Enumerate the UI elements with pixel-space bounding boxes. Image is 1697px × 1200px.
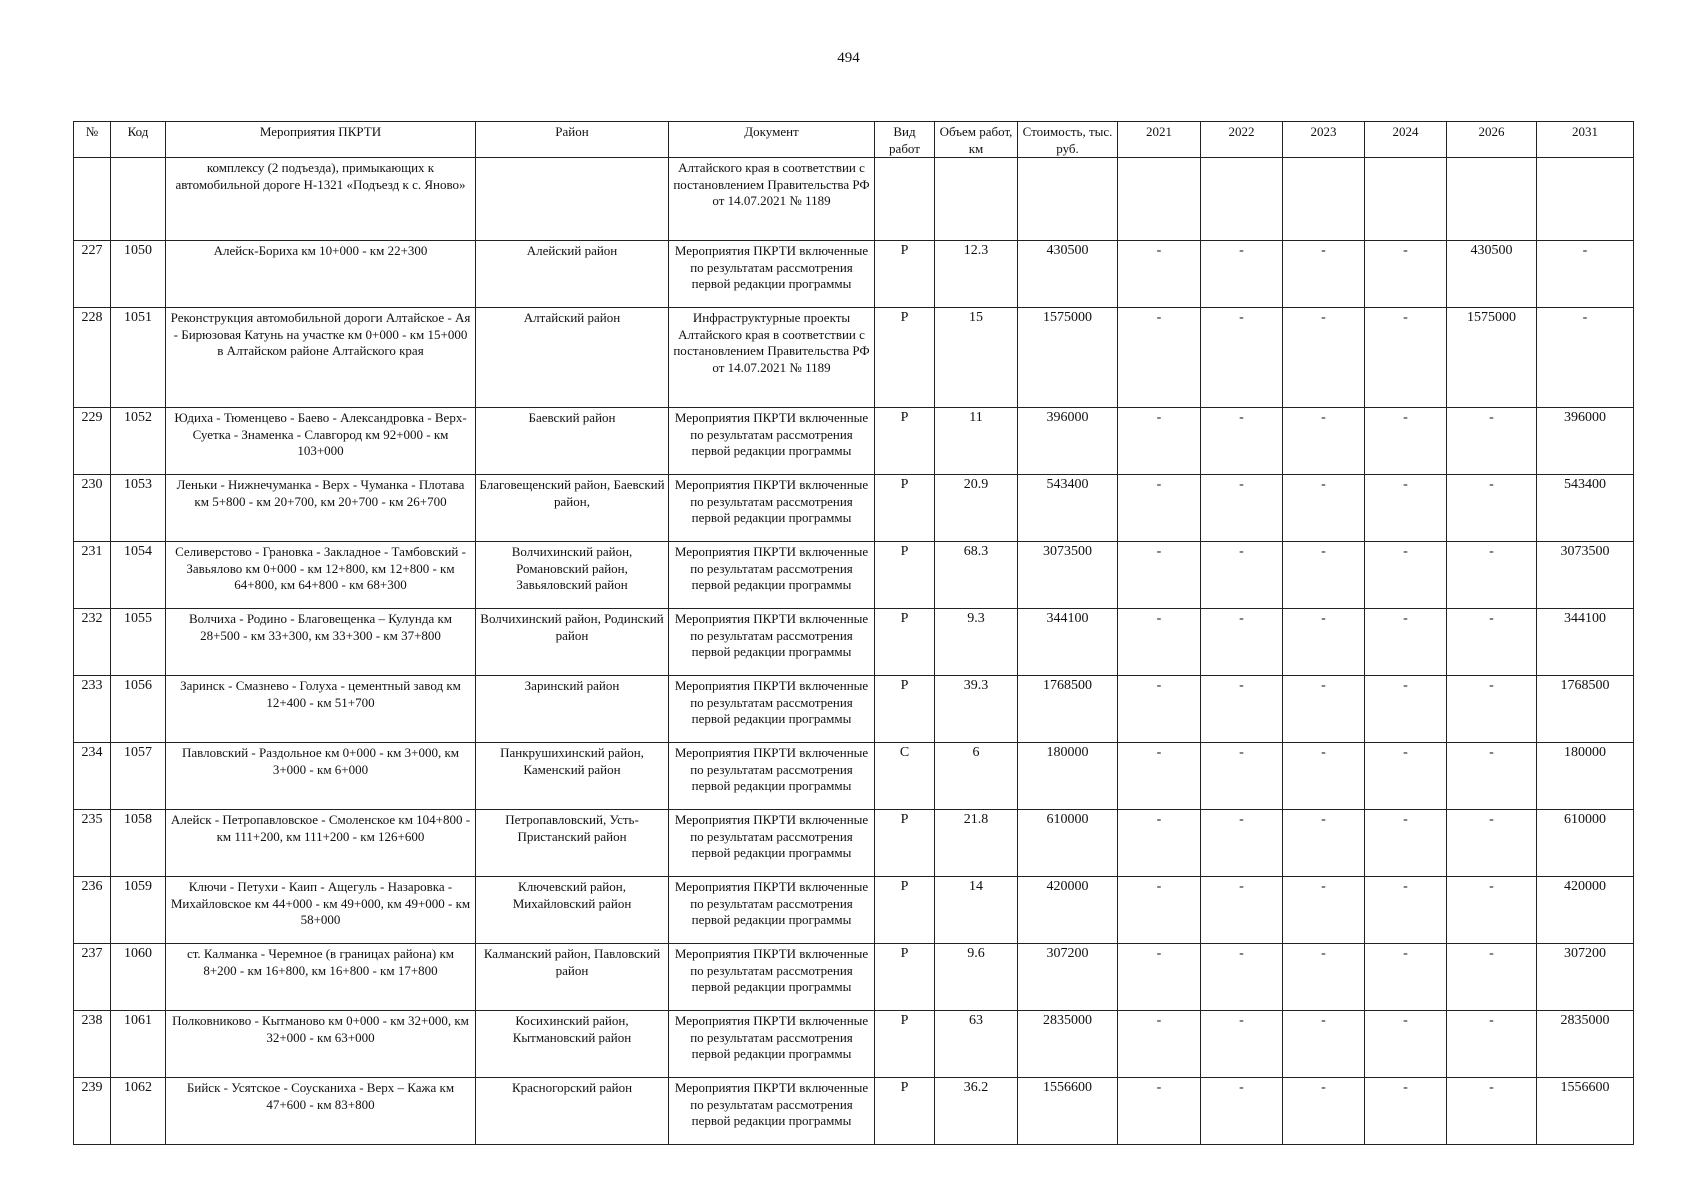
row-document: Мероприятия ПКРТИ включенные по результатам рассмотрения первой редакции программы	[669, 1011, 875, 1078]
row-district: Петропавловский, Усть-Пристанский район	[476, 810, 669, 877]
row-volume: 21.8	[935, 810, 1018, 877]
row-work-type: Р	[875, 308, 935, 408]
row-volume: 63	[935, 1011, 1018, 1078]
row-event: ст. Калманка - Черемное (в границах района) км 8+200 - км 16+800, км 16+800 - км 17+800	[166, 944, 476, 1011]
row-2023: -	[1283, 676, 1365, 743]
row-2031: 3073500	[1537, 542, 1634, 609]
row-2024: -	[1365, 609, 1447, 676]
row-volume: 6	[935, 743, 1018, 810]
row-volume: 14	[935, 877, 1018, 944]
row-2023: -	[1283, 944, 1365, 1011]
program-table	[73, 121, 1634, 1145]
row-2023: -	[1283, 609, 1365, 676]
row-number: 232	[74, 609, 111, 676]
row-cost: 396000	[1018, 408, 1118, 475]
row-2026: -	[1447, 475, 1537, 542]
row-2024: -	[1365, 542, 1447, 609]
row-2022: -	[1201, 810, 1283, 877]
row-code: 1061	[111, 1011, 166, 1078]
row-2026: -	[1447, 1078, 1537, 1145]
row-code: 1060	[111, 944, 166, 1011]
row-code: 1058	[111, 810, 166, 877]
row-2024: -	[1365, 877, 1447, 944]
row-2024: -	[1365, 475, 1447, 542]
row-number: 239	[74, 1078, 111, 1145]
row-2021: -	[1118, 241, 1201, 308]
row-district	[476, 158, 669, 241]
row-2026: 1575000	[1447, 308, 1537, 408]
row-document: Мероприятия ПКРТИ включенные по результатам рассмотрения первой редакции программы	[669, 1078, 875, 1145]
row-work-type: Р	[875, 542, 935, 609]
row-event: Алейск-Бориха км 10+000 - км 22+300	[166, 241, 476, 308]
row-event: Полковниково - Кытманово км 0+000 - км 32+000, км 32+000 - км 63+000	[166, 1011, 476, 1078]
row-volume: 11	[935, 408, 1018, 475]
row-event: комплексу (2 подъезда), примыкающих к автомобильной дороге Н-1321 «Подъезд к с. Яново»	[166, 158, 476, 241]
row-district: Баевский район	[476, 408, 669, 475]
row-2021: -	[1118, 944, 1201, 1011]
row-code: 1051	[111, 308, 166, 408]
row-2021: -	[1118, 743, 1201, 810]
row-2022: -	[1201, 877, 1283, 944]
row-work-type: Р	[875, 1011, 935, 1078]
row-event: Заринск - Смазнево - Голуха - цементный завод км 12+400 - км 51+700	[166, 676, 476, 743]
row-cost: 543400	[1018, 475, 1118, 542]
row-number	[74, 158, 111, 241]
row-work-type	[875, 158, 935, 241]
row-2024	[1365, 158, 1447, 241]
row-2022: -	[1201, 408, 1283, 475]
row-code: 1052	[111, 408, 166, 475]
table-row	[74, 810, 1634, 877]
row-2024: -	[1365, 1078, 1447, 1145]
row-district: Косихинский район, Кытмановский район	[476, 1011, 669, 1078]
row-volume: 68.3	[935, 542, 1018, 609]
row-document: Мероприятия ПКРТИ включенные по результатам рассмотрения первой редакции программы	[669, 542, 875, 609]
row-code: 1053	[111, 475, 166, 542]
column-header-number: №	[74, 122, 111, 158]
row-cost: 344100	[1018, 609, 1118, 676]
row-cost: 2835000	[1018, 1011, 1118, 1078]
column-header-2023: 2023	[1283, 122, 1365, 158]
column-header-cost: Стоимость, тыс. руб.	[1018, 122, 1118, 158]
column-header-document: Документ	[669, 122, 875, 158]
row-document: Мероприятия ПКРТИ включенные по результатам рассмотрения первой редакции программы	[669, 676, 875, 743]
row-2031: 1768500	[1537, 676, 1634, 743]
row-number: 237	[74, 944, 111, 1011]
row-2031: -	[1537, 308, 1634, 408]
row-volume: 36.2	[935, 1078, 1018, 1145]
row-2026	[1447, 158, 1537, 241]
row-2021: -	[1118, 877, 1201, 944]
row-2026: -	[1447, 676, 1537, 743]
row-code	[111, 158, 166, 241]
row-event: Ключи - Петухи - Каип - Ащегуль - Назаровка - Михайловское км 44+000 - км 49+000, км 49+000 - км 58+000	[166, 877, 476, 944]
row-work-type: Р	[875, 475, 935, 542]
row-event: Алейск - Петропавловское - Смоленское км 104+800 - км 111+200, км 111+200 - км 126+600	[166, 810, 476, 877]
row-2023: -	[1283, 1078, 1365, 1145]
table-row	[74, 241, 1634, 308]
row-volume: 15	[935, 308, 1018, 408]
row-work-type: Р	[875, 241, 935, 308]
row-number: 229	[74, 408, 111, 475]
row-number: 236	[74, 877, 111, 944]
row-volume: 39.3	[935, 676, 1018, 743]
row-district: Калманский район, Павловский район	[476, 944, 669, 1011]
row-district: Ключевский район, Михайловский район	[476, 877, 669, 944]
row-event: Волчиха - Родино - Благовещенка – Кулунда км 28+500 - км 33+300, км 33+300 - км 37+800	[166, 609, 476, 676]
row-2024: -	[1365, 241, 1447, 308]
row-document: Мероприятия ПКРТИ включенные по результатам рассмотрения первой редакции программы	[669, 241, 875, 308]
row-code: 1050	[111, 241, 166, 308]
column-header-code: Код	[111, 122, 166, 158]
row-cost	[1018, 158, 1118, 241]
row-2024: -	[1365, 676, 1447, 743]
row-2026: -	[1447, 408, 1537, 475]
row-2022: -	[1201, 542, 1283, 609]
table-row	[74, 877, 1634, 944]
table-row	[74, 308, 1634, 408]
row-work-type: Р	[875, 609, 935, 676]
row-cost: 420000	[1018, 877, 1118, 944]
row-work-type: Р	[875, 408, 935, 475]
row-2022: -	[1201, 676, 1283, 743]
row-2031: 610000	[1537, 810, 1634, 877]
row-code: 1059	[111, 877, 166, 944]
row-2026: -	[1447, 810, 1537, 877]
row-number: 234	[74, 743, 111, 810]
row-number: 228	[74, 308, 111, 408]
row-cost: 3073500	[1018, 542, 1118, 609]
row-2023: -	[1283, 308, 1365, 408]
row-number: 231	[74, 542, 111, 609]
row-2031: -	[1537, 241, 1634, 308]
row-2024: -	[1365, 944, 1447, 1011]
row-2024: -	[1365, 810, 1447, 877]
row-code: 1054	[111, 542, 166, 609]
row-district: Красногорский район	[476, 1078, 669, 1145]
row-document: Мероприятия ПКРТИ включенные по результатам рассмотрения первой редакции программы	[669, 743, 875, 810]
row-document: Мероприятия ПКРТИ включенные по результатам рассмотрения первой редакции программы	[669, 944, 875, 1011]
row-2023: -	[1283, 877, 1365, 944]
row-district: Волчихинский район, Романовский район, Завьяловский район	[476, 542, 669, 609]
row-2031	[1537, 158, 1634, 241]
row-cost: 1768500	[1018, 676, 1118, 743]
row-document: Мероприятия ПКРТИ включенные по результатам рассмотрения первой редакции программы	[669, 408, 875, 475]
row-2021: -	[1118, 676, 1201, 743]
row-2031: 543400	[1537, 475, 1634, 542]
table-row	[74, 475, 1634, 542]
row-document: Мероприятия ПКРТИ включенные по результатам рассмотрения первой редакции программы	[669, 810, 875, 877]
column-header-district: Район	[476, 122, 669, 158]
row-work-type: Р	[875, 810, 935, 877]
table-row	[74, 944, 1634, 1011]
row-document: Мероприятия ПКРТИ включенные по результатам рассмотрения первой редакции программы	[669, 475, 875, 542]
row-event: Бийск - Усятское - Соусканиха - Верх – Кажа км 47+600 - км 83+800	[166, 1078, 476, 1145]
row-volume: 12.3	[935, 241, 1018, 308]
row-2023: -	[1283, 542, 1365, 609]
row-2023: -	[1283, 810, 1365, 877]
row-2022: -	[1201, 743, 1283, 810]
page-number: 494	[837, 50, 860, 66]
row-cost: 180000	[1018, 743, 1118, 810]
row-volume: 9.6	[935, 944, 1018, 1011]
column-header-event: Мероприятия ПКРТИ	[166, 122, 476, 158]
column-header-work-type: Вид работ	[875, 122, 935, 158]
table-row	[74, 1011, 1634, 1078]
table-row	[74, 609, 1634, 676]
table-row	[74, 542, 1634, 609]
row-2026: -	[1447, 743, 1537, 810]
row-2021: -	[1118, 308, 1201, 408]
row-2022: -	[1201, 475, 1283, 542]
row-2026: -	[1447, 944, 1537, 1011]
row-2023: -	[1283, 475, 1365, 542]
row-work-type: С	[875, 743, 935, 810]
row-2024: -	[1365, 408, 1447, 475]
row-work-type: Р	[875, 877, 935, 944]
row-cost: 1575000	[1018, 308, 1118, 408]
row-2023: -	[1283, 408, 1365, 475]
row-cost: 430500	[1018, 241, 1118, 308]
column-header-2031: 2031	[1537, 122, 1634, 158]
row-event: Леньки - Нижнечуманка - Верх - Чуманка - Плотава км 5+800 - км 20+700, км 20+700 - км 26+700	[166, 475, 476, 542]
row-2031: 2835000	[1537, 1011, 1634, 1078]
row-2022: -	[1201, 308, 1283, 408]
table-row	[74, 408, 1634, 475]
row-2026: -	[1447, 1011, 1537, 1078]
column-header-2024: 2024	[1365, 122, 1447, 158]
row-document: Мероприятия ПКРТИ включенные по результатам рассмотрения первой редакции программы	[669, 877, 875, 944]
row-document: Мероприятия ПКРТИ включенные по результатам рассмотрения первой редакции программы	[669, 609, 875, 676]
row-number: 235	[74, 810, 111, 877]
row-2021: -	[1118, 609, 1201, 676]
row-number: 238	[74, 1011, 111, 1078]
row-2021	[1118, 158, 1201, 241]
row-district: Алейский район	[476, 241, 669, 308]
row-2031: 180000	[1537, 743, 1634, 810]
column-header-2022: 2022	[1201, 122, 1283, 158]
row-2022: -	[1201, 241, 1283, 308]
row-work-type: Р	[875, 676, 935, 743]
row-code: 1056	[111, 676, 166, 743]
row-2023	[1283, 158, 1365, 241]
row-2023: -	[1283, 241, 1365, 308]
row-code: 1057	[111, 743, 166, 810]
row-event: Селиверстово - Грановка - Закладное - Тамбовский - Завьялово км 0+000 - км 12+800, км 12+800 - км 64+800, км 64+800 - км 68+300	[166, 542, 476, 609]
row-2023: -	[1283, 743, 1365, 810]
column-header-2026: 2026	[1447, 122, 1537, 158]
row-2021: -	[1118, 1078, 1201, 1145]
row-district: Алтайский район	[476, 308, 669, 408]
row-number: 227	[74, 241, 111, 308]
row-2026: -	[1447, 542, 1537, 609]
row-code: 1062	[111, 1078, 166, 1145]
row-volume	[935, 158, 1018, 241]
row-2024: -	[1365, 743, 1447, 810]
table-row	[74, 1078, 1634, 1145]
row-code: 1055	[111, 609, 166, 676]
table-header-row	[74, 122, 1634, 158]
row-2022: -	[1201, 1078, 1283, 1145]
row-event: Павловский - Раздольное км 0+000 - км 3+000, км 3+000 - км 6+000	[166, 743, 476, 810]
row-document: Инфраструктурные проекты Алтайского края в соответствии с постановлением Правительства РФ от 14.07.2021 № 1189	[669, 308, 875, 408]
row-cost: 610000	[1018, 810, 1118, 877]
row-number: 233	[74, 676, 111, 743]
row-number: 230	[74, 475, 111, 542]
row-2021: -	[1118, 1011, 1201, 1078]
row-2024: -	[1365, 308, 1447, 408]
row-work-type: Р	[875, 1078, 935, 1145]
row-2022	[1201, 158, 1283, 241]
row-2021: -	[1118, 408, 1201, 475]
row-2022: -	[1201, 1011, 1283, 1078]
row-2021: -	[1118, 810, 1201, 877]
row-volume: 9.3	[935, 609, 1018, 676]
row-2021: -	[1118, 542, 1201, 609]
row-2026: -	[1447, 877, 1537, 944]
row-district: Панкрушихинский район, Каменский район	[476, 743, 669, 810]
row-district: Волчихинский район, Родинский район	[476, 609, 669, 676]
row-district: Благовещенский район, Баевский район,	[476, 475, 669, 542]
row-2024: -	[1365, 1011, 1447, 1078]
row-2031: 420000	[1537, 877, 1634, 944]
row-cost: 307200	[1018, 944, 1118, 1011]
row-2021: -	[1118, 475, 1201, 542]
column-header-volume: Объем работ, км	[935, 122, 1018, 158]
row-event: Юдиха - Тюменцево - Баево - Александровка - Верх-Суетка - Знаменка - Славгород км 92+000 - км 103+000	[166, 408, 476, 475]
table-row	[74, 676, 1634, 743]
table-row	[74, 743, 1634, 810]
row-2022: -	[1201, 609, 1283, 676]
row-volume: 20.9	[935, 475, 1018, 542]
row-2031: 307200	[1537, 944, 1634, 1011]
row-2031: 1556600	[1537, 1078, 1634, 1145]
row-work-type: Р	[875, 944, 935, 1011]
row-2022: -	[1201, 944, 1283, 1011]
table-row	[74, 158, 1634, 241]
row-2026: 430500	[1447, 241, 1537, 308]
row-2031: 396000	[1537, 408, 1634, 475]
row-cost: 1556600	[1018, 1078, 1118, 1145]
row-event: Реконструкция автомобильной дороги Алтайское - Ая - Бирюзовая Катунь на участке км 0+000 - км 15+000 в Алтайском районе Алтайского края	[166, 308, 476, 408]
row-2023: -	[1283, 1011, 1365, 1078]
row-2031: 344100	[1537, 609, 1634, 676]
row-document: Алтайского края в соответствии с постановлением Правительства РФ от 14.07.2021 № 1189	[669, 158, 875, 241]
column-header-2021: 2021	[1118, 122, 1201, 158]
row-district: Заринский район	[476, 676, 669, 743]
row-2026: -	[1447, 609, 1537, 676]
